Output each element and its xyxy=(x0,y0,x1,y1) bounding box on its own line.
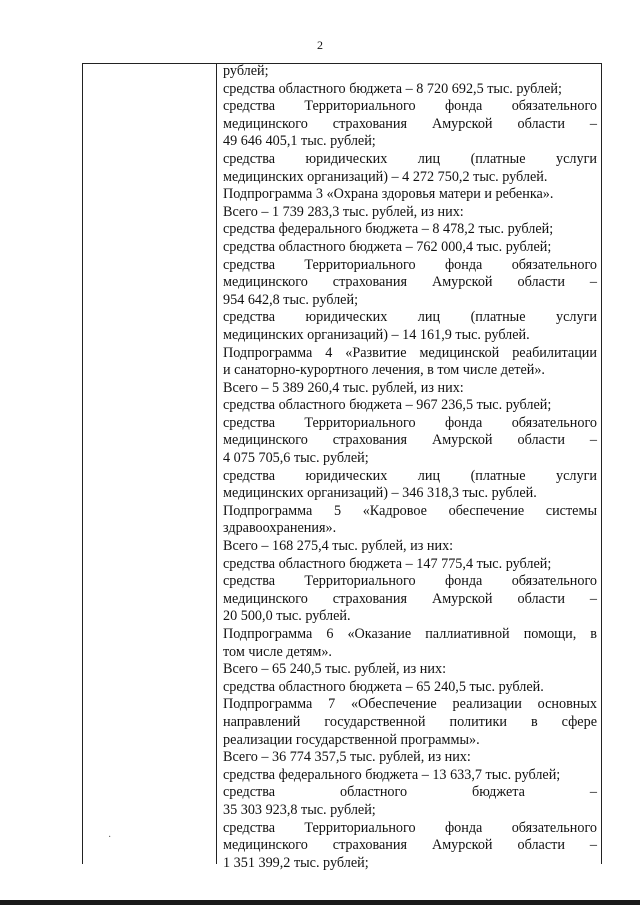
justified-text-line xyxy=(223,626,597,644)
page-number: 2 xyxy=(317,38,323,52)
word: средства xyxy=(223,467,276,484)
word: обязательного xyxy=(511,819,597,836)
text-line: и санаторно-курортного лечения, в том числе детей». xyxy=(223,362,545,379)
word: Подпрограмма xyxy=(223,626,313,642)
word: обеспечение xyxy=(448,502,525,519)
text-line: медицинских организаций) – 346 318,3 тыс. рублей. xyxy=(223,485,537,502)
justified-text-line xyxy=(223,274,597,292)
text-line: средства областного бюджета – 8 720 692,5 тыс. рублей; xyxy=(223,80,562,97)
text-line: средства областного бюджета – 147 775,4 тыс. рублей; xyxy=(223,555,552,572)
word: области xyxy=(517,274,565,291)
word: фонда xyxy=(444,819,483,836)
word: страхования xyxy=(332,432,407,449)
text-line: медицинских организаций) – 4 272 750,2 тыс. рублей. xyxy=(223,168,548,185)
justified-text-line xyxy=(223,345,597,363)
word: – xyxy=(589,432,597,449)
word: медицинского xyxy=(223,115,308,132)
text-line: 4 075 705,6 тыс. рублей; xyxy=(223,450,369,467)
word: «Развитие xyxy=(345,344,407,361)
word: (платные xyxy=(470,309,526,326)
justified-text-line xyxy=(223,415,597,433)
word: обязательного xyxy=(511,414,597,431)
text-line: 20 500,0 тыс. рублей. xyxy=(223,608,351,625)
text-line: средства федерального бюджета – 8 478,2 тыс. рублей; xyxy=(223,221,554,238)
text-line: том числе детям». xyxy=(223,643,332,660)
text-line: 954 642,8 тыс. рублей; xyxy=(223,291,359,308)
word: услуги xyxy=(556,309,597,326)
word: Территориального xyxy=(304,256,416,273)
word: фонда xyxy=(444,256,483,273)
word: направлений xyxy=(223,713,301,730)
word: (платные xyxy=(470,150,526,167)
justified-text-line xyxy=(223,432,597,450)
justified-text-line xyxy=(223,696,597,714)
text-line: средства областного бюджета – 762 000,4 тыс. рублей; xyxy=(223,238,552,255)
text-line: Подпрограмма 3 «Охрана здоровья матери и ребенка». xyxy=(223,186,554,203)
word: Амурской xyxy=(431,432,493,449)
word: Амурской xyxy=(431,115,493,132)
word: фонда xyxy=(444,98,483,115)
word: Территориального xyxy=(304,819,416,836)
word: основных xyxy=(537,696,597,713)
word: обязательного xyxy=(511,98,597,115)
word: области xyxy=(517,115,565,132)
word: политики xyxy=(449,713,507,730)
passport-table xyxy=(82,63,602,871)
word: средства xyxy=(223,573,276,590)
word: средства xyxy=(223,784,276,801)
word: 7 xyxy=(328,696,336,713)
justified-text-line xyxy=(223,837,597,855)
word: юридических xyxy=(305,309,388,326)
justified-text-line xyxy=(223,820,597,838)
word: 5 xyxy=(333,502,342,519)
word: реализации xyxy=(452,696,522,713)
word: фонда xyxy=(444,573,483,590)
word: юридических xyxy=(305,150,388,167)
word: медицинского xyxy=(223,432,308,449)
word: медицинской xyxy=(419,344,500,361)
text-line: Всего – 168 275,4 тыс. рублей, из них: xyxy=(223,538,454,555)
text-line: Всего – 36 774 357,5 тыс. рублей, из них: xyxy=(223,749,471,766)
word: страхования xyxy=(332,115,407,132)
word: области xyxy=(517,432,565,449)
word: «Обеспечение xyxy=(350,696,437,713)
column-divider xyxy=(216,64,217,864)
text-line: медицинских организаций) – 14 161,9 тыс. рублей. xyxy=(223,326,530,343)
word: паллиативной xyxy=(425,626,510,642)
word: областного xyxy=(339,784,408,801)
word: Подпрограмма xyxy=(223,696,313,713)
word: лиц xyxy=(417,150,441,167)
word: области xyxy=(517,590,565,607)
justified-text-line xyxy=(223,591,597,609)
word: медицинского xyxy=(223,590,308,607)
word: Территориального xyxy=(304,573,416,590)
word: – xyxy=(589,837,597,854)
word: – xyxy=(589,274,597,291)
word: Подпрограмма xyxy=(223,502,313,519)
word: средства xyxy=(223,256,276,273)
word: 4 xyxy=(325,344,333,361)
word: обязательного xyxy=(511,256,597,273)
word: услуги xyxy=(556,467,597,484)
word: государственной xyxy=(324,713,426,730)
word: Амурской xyxy=(431,837,493,854)
justified-text-line xyxy=(223,257,597,275)
word: средства xyxy=(223,819,276,836)
word: – xyxy=(589,115,597,132)
word: страхования xyxy=(332,590,407,607)
word: «Кадровое xyxy=(362,502,427,519)
justified-text-line xyxy=(223,151,597,169)
word: фонда xyxy=(444,414,483,431)
justified-text-line xyxy=(223,714,597,732)
word: обязательного xyxy=(511,573,597,590)
word: Территориального xyxy=(304,98,416,115)
justified-text-line xyxy=(223,573,597,591)
word: области xyxy=(517,837,565,854)
text-line: 49 646 405,1 тыс. рублей; xyxy=(223,133,376,150)
text-line: средства областного бюджета – 967 236,5 тыс. рублей; xyxy=(223,397,552,414)
word: (платные xyxy=(470,467,526,484)
text-line: Всего – 5 389 260,4 тыс. рублей, из них: xyxy=(223,379,464,396)
word: средства xyxy=(223,414,276,431)
word: страхования xyxy=(332,837,407,854)
text-line: 35 303 923,8 тыс. рублей; xyxy=(223,801,376,818)
word: лиц xyxy=(417,309,441,326)
word: средства xyxy=(223,150,276,167)
word: помощи, xyxy=(523,626,577,642)
text-line: средства областного бюджета – 65 240,5 тыс. рублей. xyxy=(223,678,544,695)
word: – xyxy=(589,590,597,607)
text-line: здравоохранения». xyxy=(223,520,337,537)
text-line: 1 351 399,2 тыс. рублей; xyxy=(223,854,369,871)
word: «Оказание xyxy=(347,626,412,642)
word: Территориального xyxy=(304,414,416,431)
scan-bottom-edge xyxy=(0,900,640,905)
word: сфере xyxy=(561,713,597,730)
text-line: Всего – 1 739 283,3 тыс. рублей, из них: xyxy=(223,203,464,220)
word: Амурской xyxy=(431,590,493,607)
word: средства xyxy=(223,98,276,115)
word: средства xyxy=(223,309,276,326)
justified-text-line xyxy=(223,309,597,327)
justified-text-line xyxy=(223,784,597,802)
word: страхования xyxy=(332,274,407,291)
word: 6 xyxy=(326,626,334,642)
word: медицинского xyxy=(223,837,308,854)
word: в xyxy=(590,626,597,642)
word: бюджета xyxy=(472,784,525,801)
word: юридических xyxy=(305,467,388,484)
word: услуги xyxy=(556,150,597,167)
word: Подпрограмма xyxy=(223,344,313,361)
justified-text-line xyxy=(223,98,597,116)
scan-mark: · xyxy=(108,832,112,843)
text-line: рублей; xyxy=(223,63,269,79)
word: медицинского xyxy=(223,274,308,291)
word: в xyxy=(530,713,538,730)
text-line: средства федерального бюджета – 13 633,7 тыс. рублей; xyxy=(223,766,561,783)
justified-text-line xyxy=(223,468,597,486)
text-line: Всего – 65 240,5 тыс. рублей, из них: xyxy=(223,661,447,678)
word: лиц xyxy=(417,467,441,484)
financing-text-cell xyxy=(223,63,597,872)
word: – xyxy=(589,784,597,801)
justified-text-line xyxy=(223,116,597,134)
word: Амурской xyxy=(431,274,493,291)
justified-text-line xyxy=(223,503,597,521)
text-line: реализации государственной программы». xyxy=(223,731,480,748)
word: реабилитации xyxy=(512,344,597,361)
word: системы xyxy=(545,502,597,519)
